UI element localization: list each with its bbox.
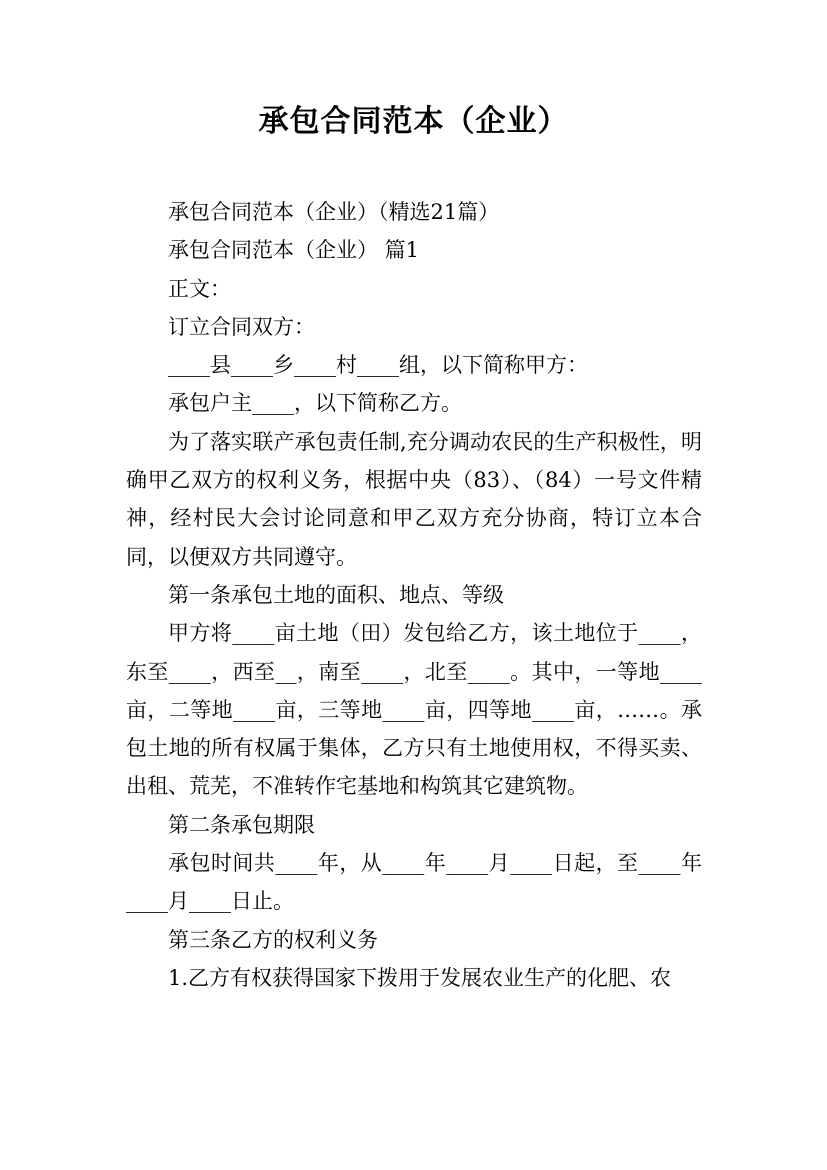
paragraph-article-1-body: 甲方将____亩土地（田）发包给乙方，该土地位于____，东至____，西至__，南至____，北至____。其中，一等地____亩，二等地____亩，三等地____亩，四等地____亩，……。承包土地的所有权属于集体，乙方只有土地使用权，不得买卖、出租、荒芜，不准转作宅基地和构筑其它建筑物。 [126, 621, 702, 799]
paragraph-article-2-body: 承包时间共____年，从____年____月____日起，至____年____月____日止。 [126, 851, 702, 914]
paragraph-party-a: ____县____乡____村____组，以下简称甲方： [168, 353, 588, 378]
document-title: 承包合同范本（企业） [258, 104, 569, 139]
paragraph-article-3-item-1: 1.乙方有权获得国家下拨用于发展农业生产的化肥、农 [168, 965, 672, 990]
paragraph-party-b: 承包户主____，以下简称乙方。 [168, 391, 462, 416]
paragraph-parties-label: 订立合同双方： [168, 314, 315, 339]
paragraph-section-heading: 承包合同范本（企业） 篇1 [168, 238, 420, 263]
paragraph-subtitle: 承包合同范本（企业）（精选21篇） [168, 200, 500, 224]
paragraph-preamble: 为了落实联产承包责任制,充分调动农民的生产积极性，明确甲乙双方的权利义务，根据中央（83）、（84）一号文件精神，经村民大会讨论同意和甲乙双方充分协商，特订立本合同，以便双方共同遵守。 [126, 429, 702, 569]
paragraph-article-3-heading: 第三条乙方的权利义务 [168, 927, 378, 952]
paragraph-body-label: 正文： [168, 276, 231, 301]
paragraph-article-2-heading: 第二条承包期限 [168, 812, 315, 837]
paragraph-article-1-heading: 第一条承包土地的面积、地点、等级 [168, 582, 504, 607]
document-body [126, 193, 702, 997]
